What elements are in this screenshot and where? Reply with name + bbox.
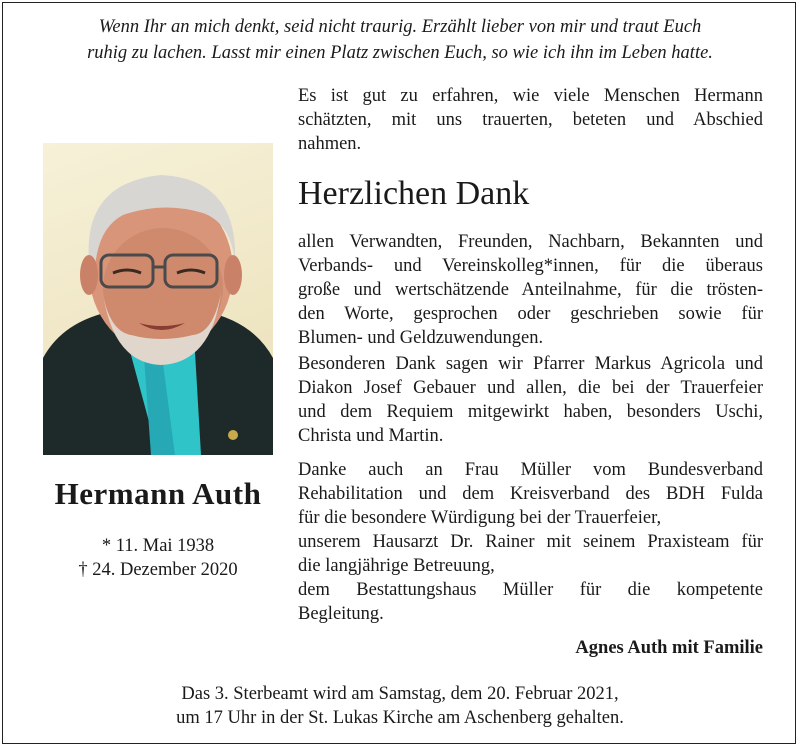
text-line: Besonderen Dank sagen wir Pfarrer Markus Agricola und (298, 354, 763, 374)
life-dates (20, 534, 296, 582)
text-line: Diakon Josef Gebauer und allen, die bei der Trauerfeier (298, 378, 763, 398)
thanks-paragraph-3 (298, 458, 763, 626)
text-line: unserem Hausarzt Dr. Rainer mit seinem Praxisteam für (298, 532, 763, 552)
text-line: Blumen- und Geldzuwendungen. (298, 328, 544, 348)
text-line: den Worte, gesprochen oder geschrieben sowie für (298, 304, 763, 324)
portrait-photo (43, 143, 273, 455)
death-date: † 24. Dezember 2020 (78, 560, 238, 580)
thanks-paragraph-2 (298, 352, 763, 448)
text-line: schätzten, mit uns trauerten, beteten und Abschied (298, 110, 763, 130)
text-line: dem Bestattungshaus Müller für die kompetente (298, 580, 763, 600)
text-line: Es ist gut zu erfahren, wie viele Menschen Hermann (298, 86, 763, 106)
motto-line: ruhig zu lachen. Lasst mir einen Platz zwischen Euch, so wie ich ihn im Leben hatte. (87, 43, 713, 63)
text-line: Verbands- und Vereinskolleg*innen, für die überaus (298, 256, 763, 276)
text-line: Begleitung. (298, 604, 384, 624)
motto-line: Wenn Ihr an mich denkt, seid nicht traurig. Erzählt lieber von mir und traut Euch (98, 17, 702, 37)
thanks-paragraph-1 (298, 230, 763, 350)
text-line: die langjährige Betreuung, (298, 556, 495, 576)
text-line: für die besondere Würdigung bei der Trauerfeier, (298, 508, 662, 528)
service-announcement (30, 682, 770, 730)
text-line: nahmen. (298, 134, 362, 154)
birth-date: * 11. Mai 1938 (101, 536, 215, 556)
text-line: und dem Requiem mitgewirkt haben, besonders Uschi, (298, 402, 763, 422)
text-line: große und wertschätzende Anteilnahme, für die trösten- (298, 280, 763, 300)
text-line: Christa und Martin. (298, 426, 444, 446)
intro-paragraph (298, 84, 763, 156)
motto-quote (30, 14, 770, 66)
text-line: Danke auch an Frau Müller vom Bundesverband (298, 460, 763, 480)
thanks-heading: Herzlichen Dank (298, 175, 530, 212)
signature: Agnes Auth mit Familie (575, 638, 763, 658)
text-line: Rehabilitation und dem Kreisverband des BDH Fulda (298, 484, 763, 504)
text-line: allen Verwandten, Freunden, Nachbarn, Bekannten und (298, 232, 763, 252)
deceased-name: Hermann Auth (54, 476, 262, 511)
service-line: Das 3. Sterbeamt wird am Samstag, dem 20. Februar 2021, (181, 684, 619, 704)
service-line: um 17 Uhr in der St. Lukas Kirche am Aschenberg gehalten. (176, 708, 624, 728)
